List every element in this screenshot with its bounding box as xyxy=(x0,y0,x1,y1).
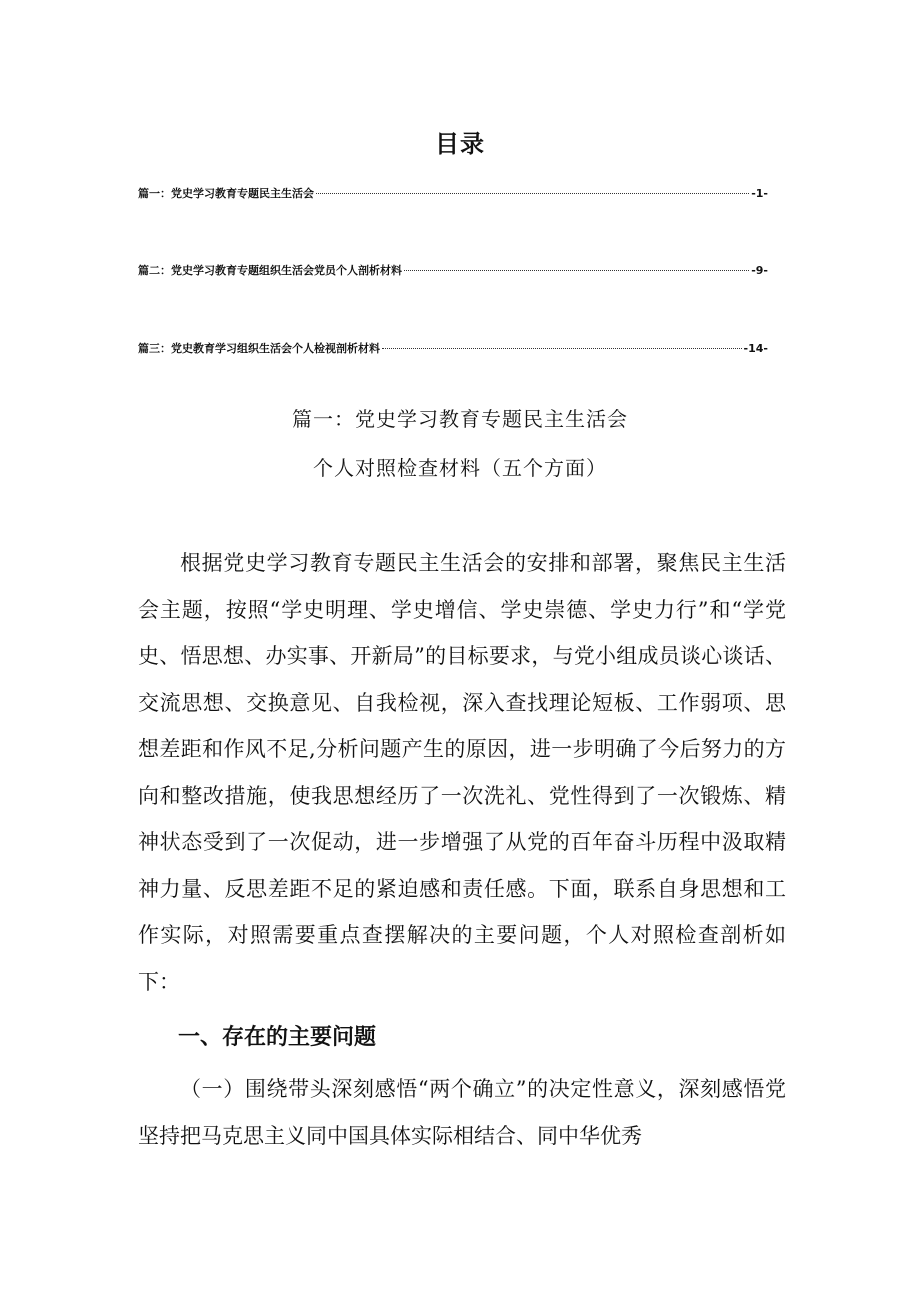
toc-title: 目录 xyxy=(435,130,485,158)
toc-entry-page: -14- xyxy=(743,342,768,355)
toc-entry-1[interactable] xyxy=(138,185,768,201)
document-heading-line2: 个人对照检查材料（五个方面） xyxy=(313,456,607,480)
toc-entry-page: -1- xyxy=(751,187,768,200)
toc-entry-label: 篇二：党史学习教育专题组织生活会党员个人剖析材料 xyxy=(138,264,402,277)
toc-entry-3[interactable] xyxy=(138,340,768,356)
intro-paragraph: 根据党史学习教育专题民主生活会的安排和部署，聚焦民主生活会主题，按照“学史明理、学史增信、学史崇德、学史力行”和“学党史、悟思想、办实事、开新局”的目标要求，与党小组成员谈心谈话、交流思想、交换意见、自我检视，深入查找理论短板、工作弱项、思想差距和作风不足,分析问题产生的原因，进一步明确了今后努力的方向和整改措施，使我思想经历了一次洗礼、党性得到了一次锻炼、精神状态受到了一次促动，进一步增强了从党的百年奋斗历程中汲取精神力量、反思差距不足的紧迫感和责任感。下面，联系自身思想和工作实际，对照需要重点查摆解决的主要问题，个人对照检查剖析如下： xyxy=(138,551,786,994)
toc-leader-dots xyxy=(382,348,742,349)
toc-leader-dots xyxy=(316,193,749,194)
section-paragraph: （一）围绕带头深刻感悟“两个确立”的决定性意义，深刻感悟党坚持把马克思主义同中国具体实际相结合、同中华优秀 xyxy=(138,1077,786,1148)
toc-entry-2[interactable] xyxy=(138,262,768,278)
toc-entry-label: 篇一：党史学习教育专题民主生活会 xyxy=(138,187,314,200)
toc-entry-label: 篇三：党史教育学习组织生活会个人检视剖析材料 xyxy=(138,342,380,355)
toc-leader-dots xyxy=(404,270,749,271)
section-heading: 一、存在的主要问题 xyxy=(178,1025,377,1050)
toc-entry-page: -9- xyxy=(751,264,768,277)
document-heading-line1: 篇一：党史学习教育专题民主生活会 xyxy=(292,407,628,431)
